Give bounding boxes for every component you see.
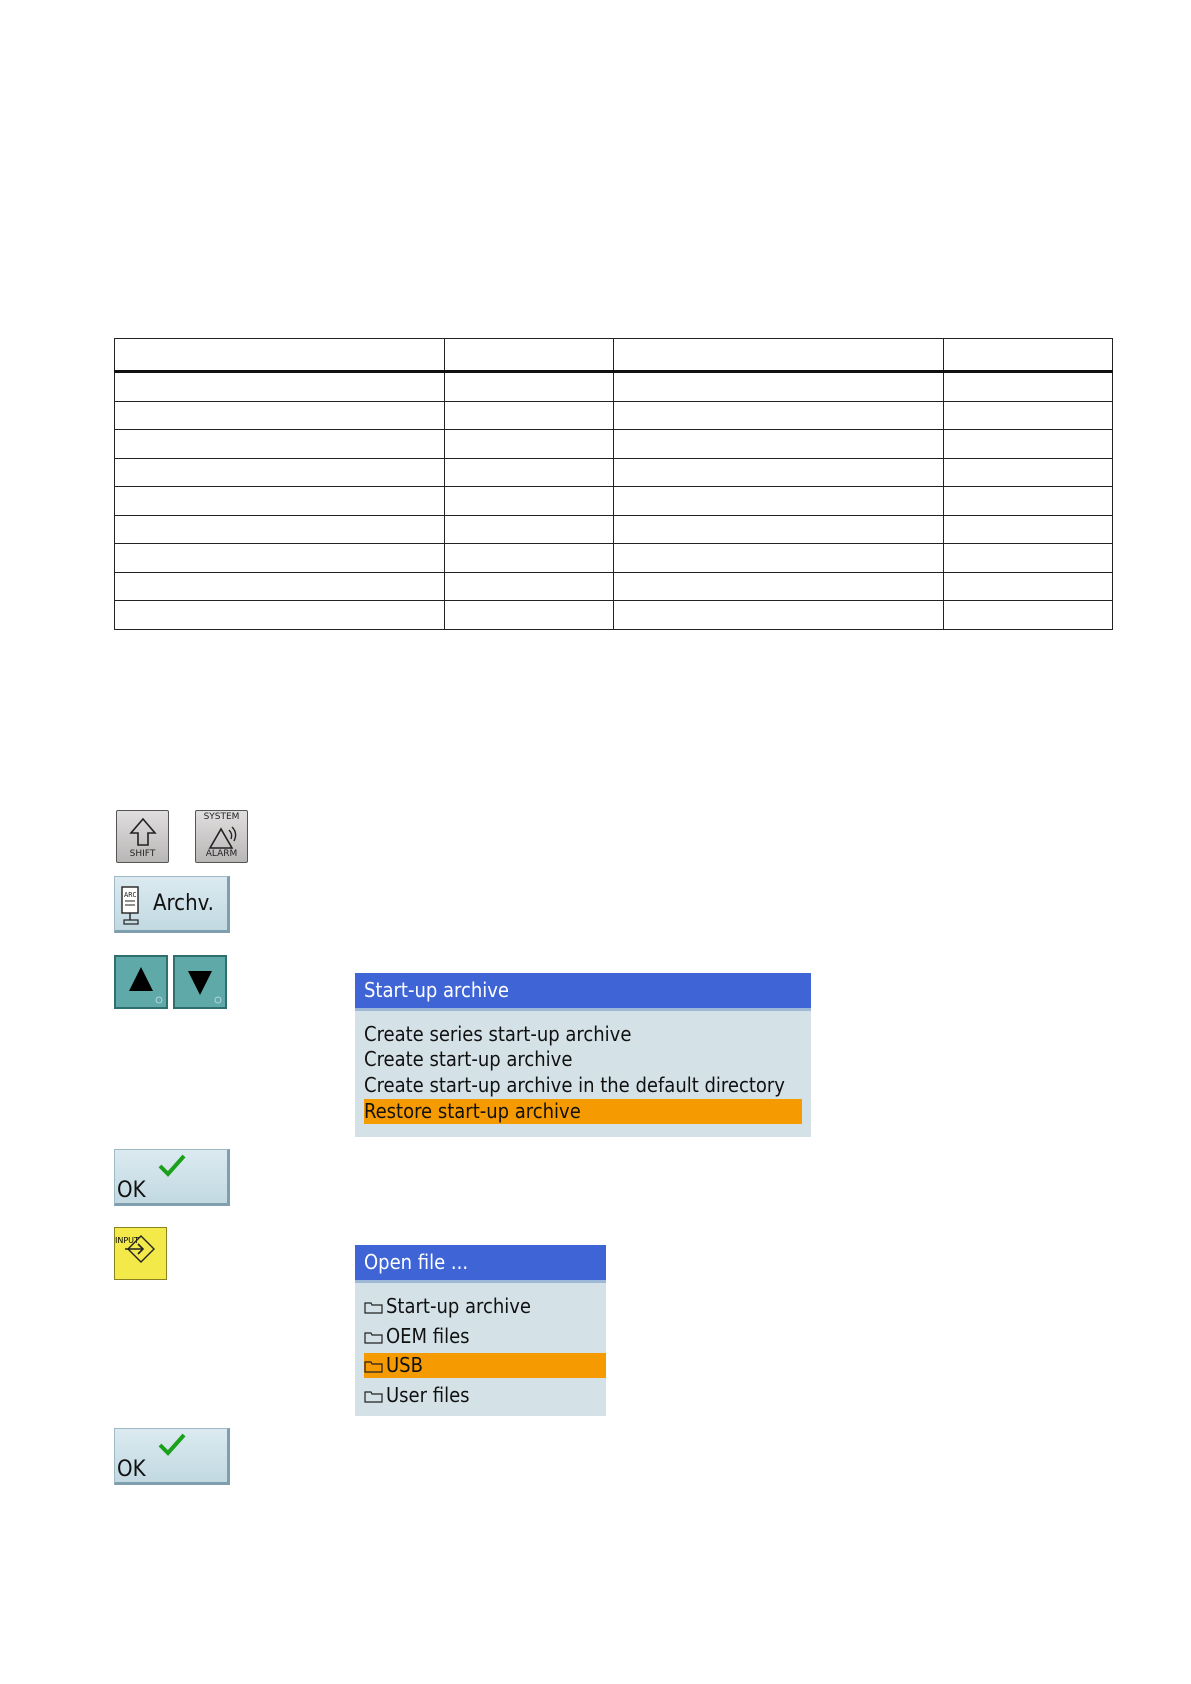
input-enter-icon (115, 1232, 168, 1266)
table-header-row (115, 339, 1113, 372)
table-row (115, 601, 1113, 630)
table-row (115, 401, 1113, 430)
folder-item-label: User files (386, 1383, 470, 1407)
checkmark-icon (157, 1432, 187, 1458)
shift-key-label: SHIFT (129, 849, 156, 859)
folder-item-oem-files[interactable] (364, 1324, 470, 1349)
system-key-label: SYSTEM (203, 812, 240, 822)
folder-icon (364, 1301, 383, 1314)
folder-icon (364, 1390, 383, 1403)
folder-icon (364, 1360, 383, 1373)
table-row (115, 430, 1113, 459)
archive-softkey[interactable] (114, 876, 230, 933)
startup-archive-title: Start-up archive (355, 973, 811, 1011)
folder-item-usb[interactable] (364, 1353, 606, 1378)
table-row (115, 458, 1113, 487)
table-row (115, 371, 1113, 401)
alarm-key-label: ALARM (205, 849, 238, 859)
arrow-up-icon (116, 957, 166, 1007)
arrow-up-key[interactable] (114, 955, 168, 1009)
alarm-triangle-icon (196, 822, 249, 852)
checkmark-icon (157, 1153, 187, 1179)
folder-icon (364, 1331, 383, 1344)
shift-key[interactable] (116, 810, 169, 863)
startup-archive-dialog (355, 973, 811, 1137)
folder-item-user-files[interactable] (364, 1383, 470, 1408)
ok-softkey-label: OK (117, 1457, 146, 1482)
svg-text:ARC: ARC (124, 891, 137, 899)
menu-item-restore-startup[interactable]: Restore start-up archive (364, 1099, 802, 1124)
open-file-dialog (355, 1245, 606, 1416)
archive-softkey-label: Archv. (153, 891, 214, 916)
ok-softkey[interactable] (114, 1149, 230, 1206)
open-file-title: Open file ... (355, 1245, 606, 1283)
folder-item-label: USB (386, 1353, 423, 1377)
shift-arrow-icon (117, 815, 170, 851)
menu-item-create-series[interactable]: Create series start-up archive (364, 1022, 632, 1046)
system-alarm-key[interactable] (195, 810, 248, 863)
input-key-label: INPUT (115, 1236, 139, 1245)
menu-item-create-startup[interactable]: Create start-up archive (364, 1047, 573, 1071)
arrow-down-key[interactable] (173, 955, 227, 1009)
folder-item-startup-archive[interactable] (364, 1294, 531, 1319)
ok-softkey-2[interactable] (114, 1428, 230, 1485)
archive-document-icon (117, 885, 145, 925)
empty-table (114, 338, 1113, 630)
arrow-down-icon (175, 957, 225, 1007)
input-key[interactable] (114, 1227, 167, 1280)
table-row (115, 515, 1113, 544)
menu-item-create-default-dir[interactable]: Create start-up archive in the default directory (364, 1073, 785, 1097)
table-row (115, 572, 1113, 601)
ok-softkey-label: OK (117, 1178, 146, 1203)
folder-item-label: Start-up archive (386, 1294, 531, 1318)
table-row (115, 544, 1113, 573)
table-row (115, 487, 1113, 516)
folder-item-label: OEM files (386, 1324, 470, 1348)
